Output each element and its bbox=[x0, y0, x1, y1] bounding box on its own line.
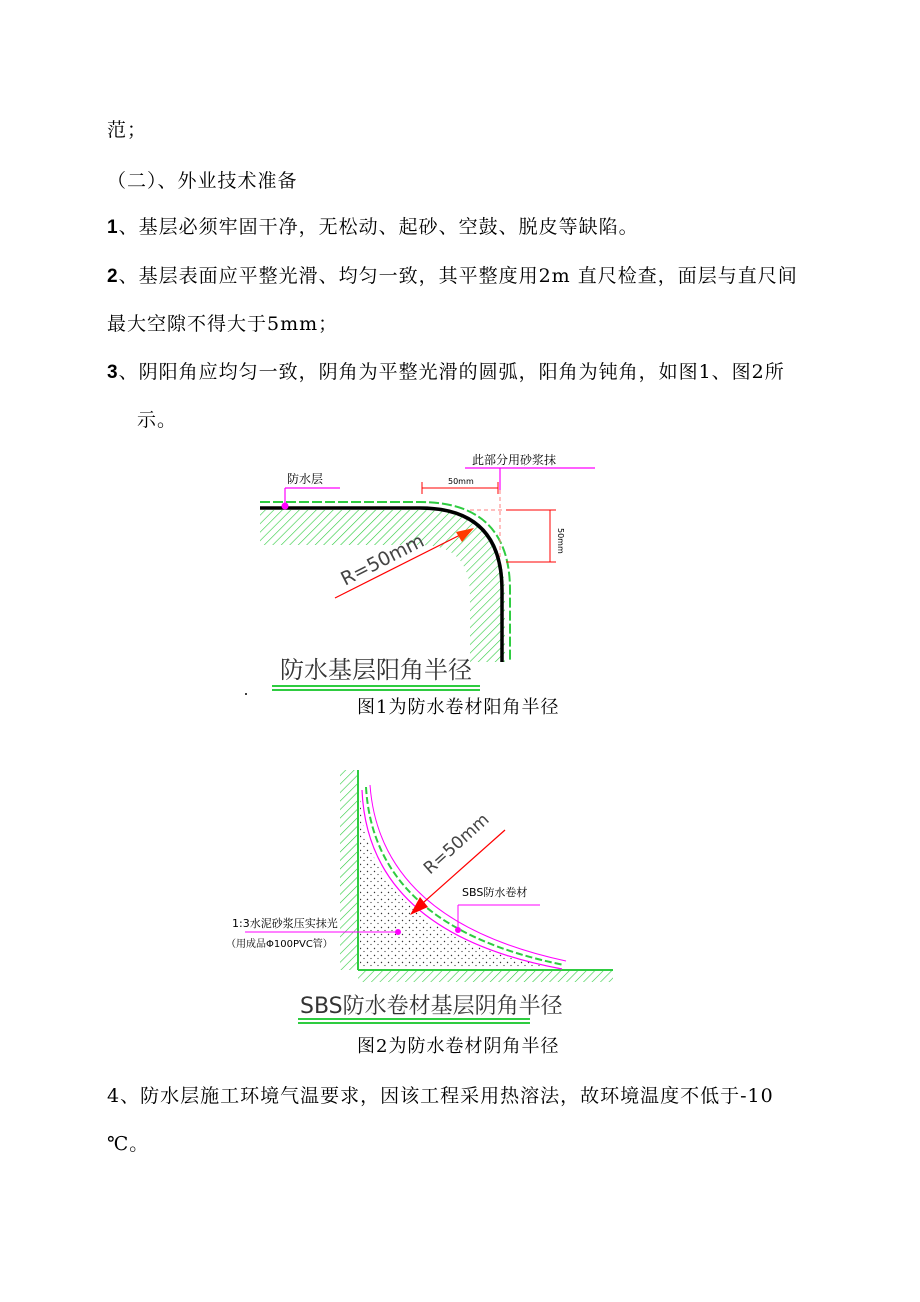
list-item-2 bbox=[107, 264, 798, 289]
list-item-3-continued: 示。 bbox=[137, 409, 178, 431]
label-waterproof-layer: 防水层 bbox=[287, 472, 324, 486]
item-number: 2 bbox=[107, 266, 119, 287]
section-heading: （二）、外业技术准备 bbox=[107, 170, 298, 192]
list-item-3 bbox=[107, 360, 785, 385]
list-item-4: 4、防水层施工环境气温要求，因该工程采用热溶法，故环境温度不低于-10 bbox=[107, 1085, 774, 1107]
label-radius: R=50mm bbox=[337, 529, 428, 591]
item-text: 、基层必须牢固干净，无松动、起砂、空鼓、脱皮等缺陷。 bbox=[118, 216, 639, 238]
dim-vertical: 50mm bbox=[556, 528, 565, 554]
radius-arrowhead bbox=[410, 897, 428, 915]
dim-horizontal: 50mm bbox=[448, 477, 474, 486]
fragment-text: 范； bbox=[107, 119, 148, 141]
item-number: 3 bbox=[107, 362, 119, 383]
label-sbs: SBS防水卷材 bbox=[462, 886, 528, 899]
label-mortar-1: 1:3水泥砂浆压实抹光 bbox=[232, 917, 338, 930]
label-radius: R=50mm bbox=[419, 809, 494, 879]
figure-2-caption: 图2为防水卷材阴角半径 bbox=[357, 1036, 560, 1057]
label-mortar: 此部分用砂浆抹 bbox=[472, 453, 557, 467]
item-text: 、阴阳角应均匀一致，阴角为平整光滑的圆弧，阳角为钝角，如图1、图2所 bbox=[118, 361, 785, 383]
list-item-1 bbox=[107, 215, 639, 240]
label-mortar-2: （用成品Φ100PVC管） bbox=[226, 939, 333, 950]
figure-1-title: 防水基层阳角半径 bbox=[280, 656, 472, 684]
list-item-4-continued: ℃。 bbox=[107, 1133, 150, 1155]
item-number: 1 bbox=[107, 217, 119, 238]
item-text: 、基层表面应平整光滑、均匀一致，其平整度用2m 直尺检查，面层与直尺间 bbox=[118, 265, 798, 287]
figure-2-title: SBS防水卷材基层阴角半径 bbox=[300, 994, 563, 1019]
figure-1-diagram bbox=[240, 450, 610, 705]
figure-2-diagram bbox=[226, 765, 630, 1030]
list-item-2-continued: 最大空隙不得大于5mm； bbox=[107, 313, 339, 335]
figure-1-caption: 图1为防水卷材阳角半径 bbox=[357, 697, 560, 718]
